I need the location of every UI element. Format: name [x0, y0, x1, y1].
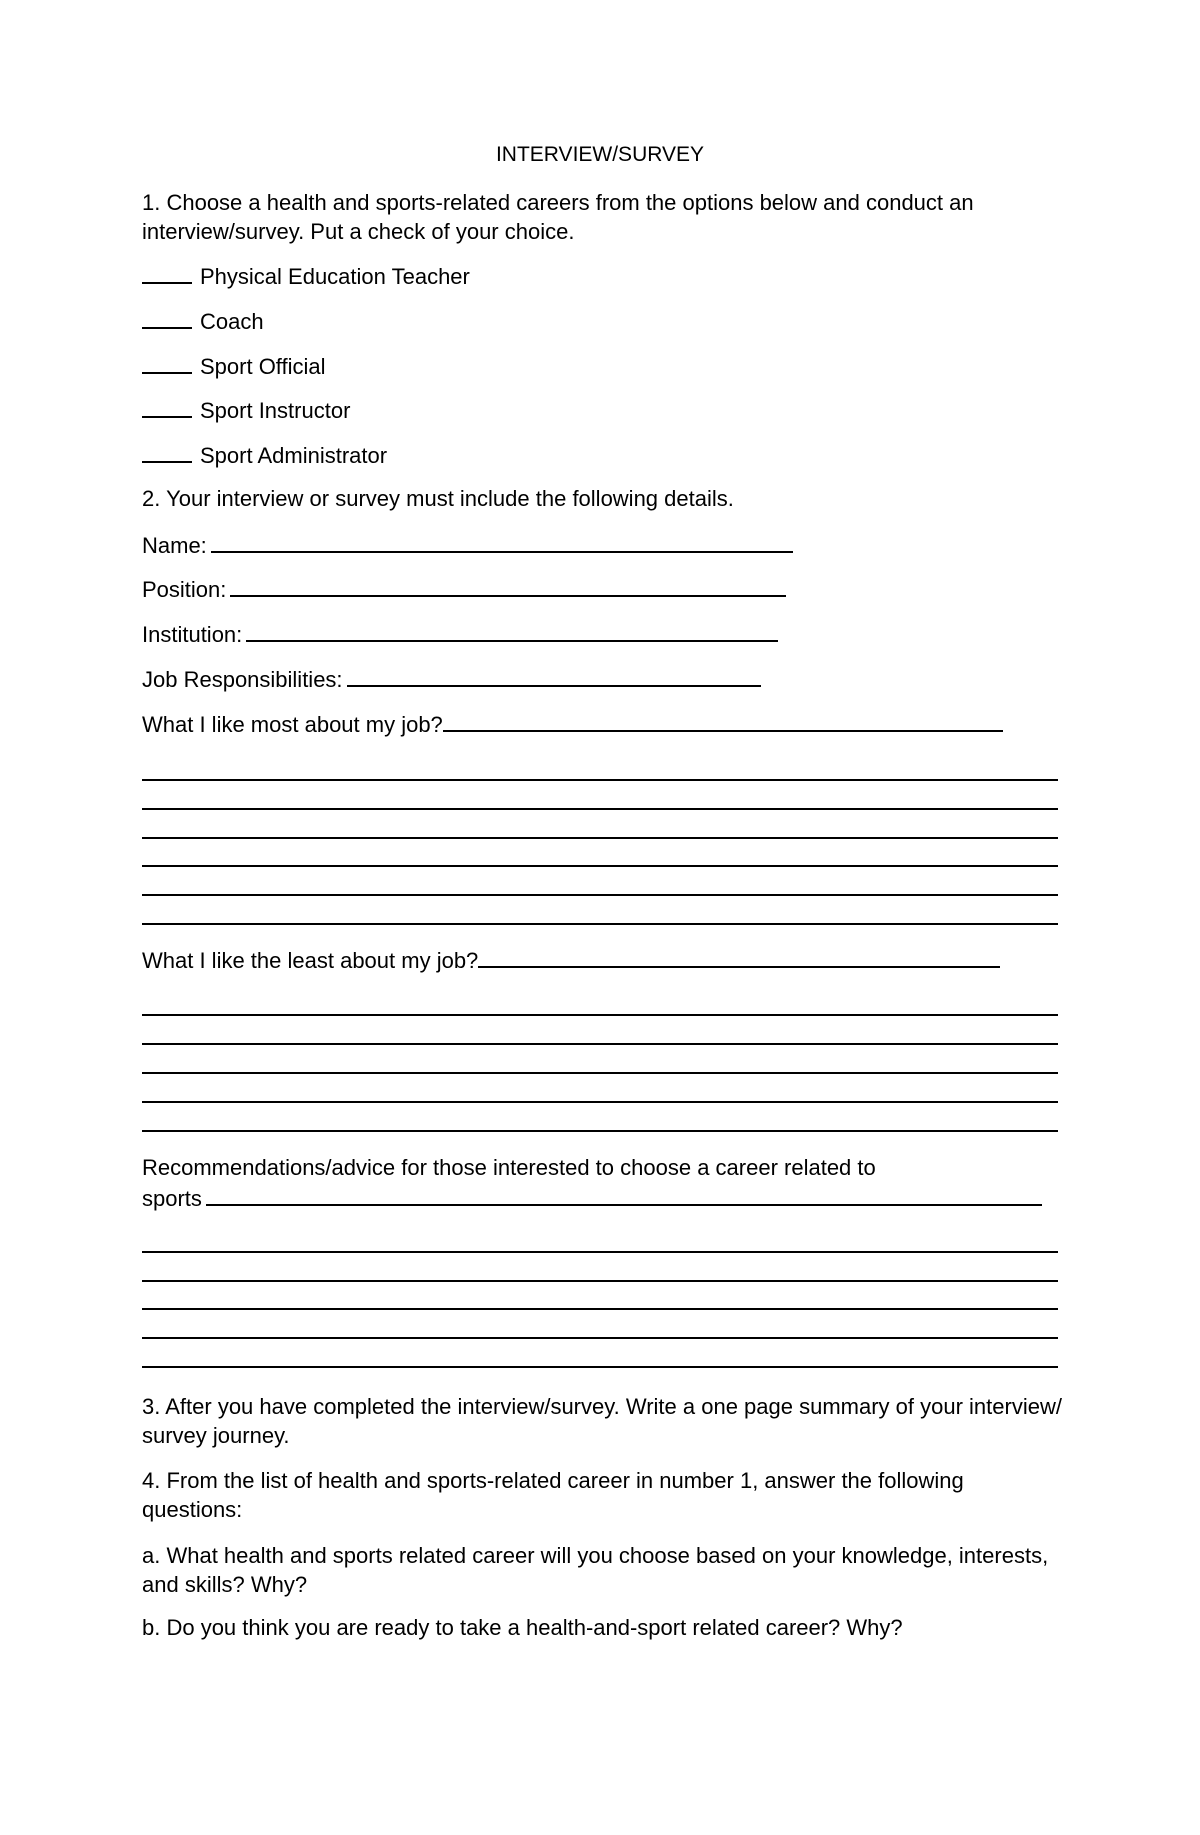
responsibilities-row	[142, 665, 761, 693]
position-field[interactable]	[230, 575, 786, 597]
like-least-row	[142, 946, 1000, 974]
page-title: INTERVIEW/SURVEY	[495, 143, 705, 166]
like-most-row	[142, 710, 1003, 738]
option-row	[142, 396, 350, 424]
responsibilities-label: Job Responsibilities:	[142, 667, 343, 692]
name-label: Name:	[142, 533, 207, 558]
position-row	[142, 575, 786, 603]
answer-line[interactable]	[142, 923, 1058, 925]
answer-line[interactable]	[142, 1130, 1058, 1132]
question-3: 3. After you have completed the interview/survey. Write a one page summary of your interview/ survey journey.	[142, 1394, 1062, 1448]
option-label: Coach	[200, 309, 264, 334]
answer-line[interactable]	[142, 1308, 1058, 1310]
answer-line[interactable]	[142, 1251, 1058, 1253]
answer-line[interactable]	[142, 1366, 1058, 1368]
like-most-field[interactable]	[443, 710, 1003, 732]
question-2: 2. Your interview or survey must include the following details.	[142, 486, 734, 511]
answer-line[interactable]	[142, 865, 1058, 867]
answer-line[interactable]	[142, 894, 1058, 896]
check-blank[interactable]	[142, 262, 192, 284]
check-blank[interactable]	[142, 396, 192, 418]
option-label: Physical Education Teacher	[200, 264, 470, 289]
recommendations-field[interactable]	[206, 1184, 1042, 1206]
question-4a: a. What health and sports related career will you choose based on your knowledge, interests, and skills? Why?	[142, 1543, 1049, 1597]
answer-line[interactable]	[142, 1280, 1058, 1282]
answer-line[interactable]	[142, 1072, 1058, 1074]
answer-line[interactable]	[142, 1337, 1058, 1339]
like-most-label: What I like most about my job?	[142, 712, 443, 737]
like-least-label: What I like the least about my job?	[142, 948, 479, 973]
institution-row	[142, 620, 778, 648]
option-label: Sport Instructor	[200, 398, 351, 423]
name-row	[142, 531, 793, 559]
answer-line[interactable]	[142, 837, 1058, 839]
check-blank[interactable]	[142, 307, 192, 329]
option-label: Sport Administrator	[200, 443, 388, 468]
option-row	[142, 352, 326, 380]
option-row	[142, 441, 387, 469]
option-row	[142, 262, 470, 290]
check-blank[interactable]	[142, 352, 192, 374]
institution-label: Institution:	[142, 622, 243, 647]
like-least-field[interactable]	[478, 946, 1000, 968]
answer-line[interactable]	[142, 1014, 1058, 1016]
question-4b: b. Do you think you are ready to take a health-and-sport related career? Why?	[142, 1615, 903, 1640]
answer-line[interactable]	[142, 779, 1058, 781]
answer-line[interactable]	[142, 1043, 1058, 1045]
recommendations-label: Recommendations/advice for those interested to choose a career related to	[142, 1155, 876, 1180]
answer-line[interactable]	[142, 1101, 1058, 1103]
name-field[interactable]	[211, 531, 793, 553]
responsibilities-field[interactable]	[347, 665, 761, 687]
option-label: Sport Official	[200, 354, 326, 379]
institution-field[interactable]	[246, 620, 778, 642]
question-4: 4. From the list of health and sports-related career in number 1, answer the following questions:	[142, 1468, 964, 1522]
position-label: Position:	[142, 577, 227, 602]
question-1: 1. Choose a health and sports-related careers from the options below and conduct an interview/survey. Put a check of your choice.	[142, 190, 974, 244]
check-blank[interactable]	[142, 441, 192, 463]
answer-line[interactable]	[142, 808, 1058, 810]
recommendations-row	[142, 1184, 1042, 1212]
option-row	[142, 307, 264, 335]
recommendations-cont-label: sports	[142, 1186, 202, 1211]
